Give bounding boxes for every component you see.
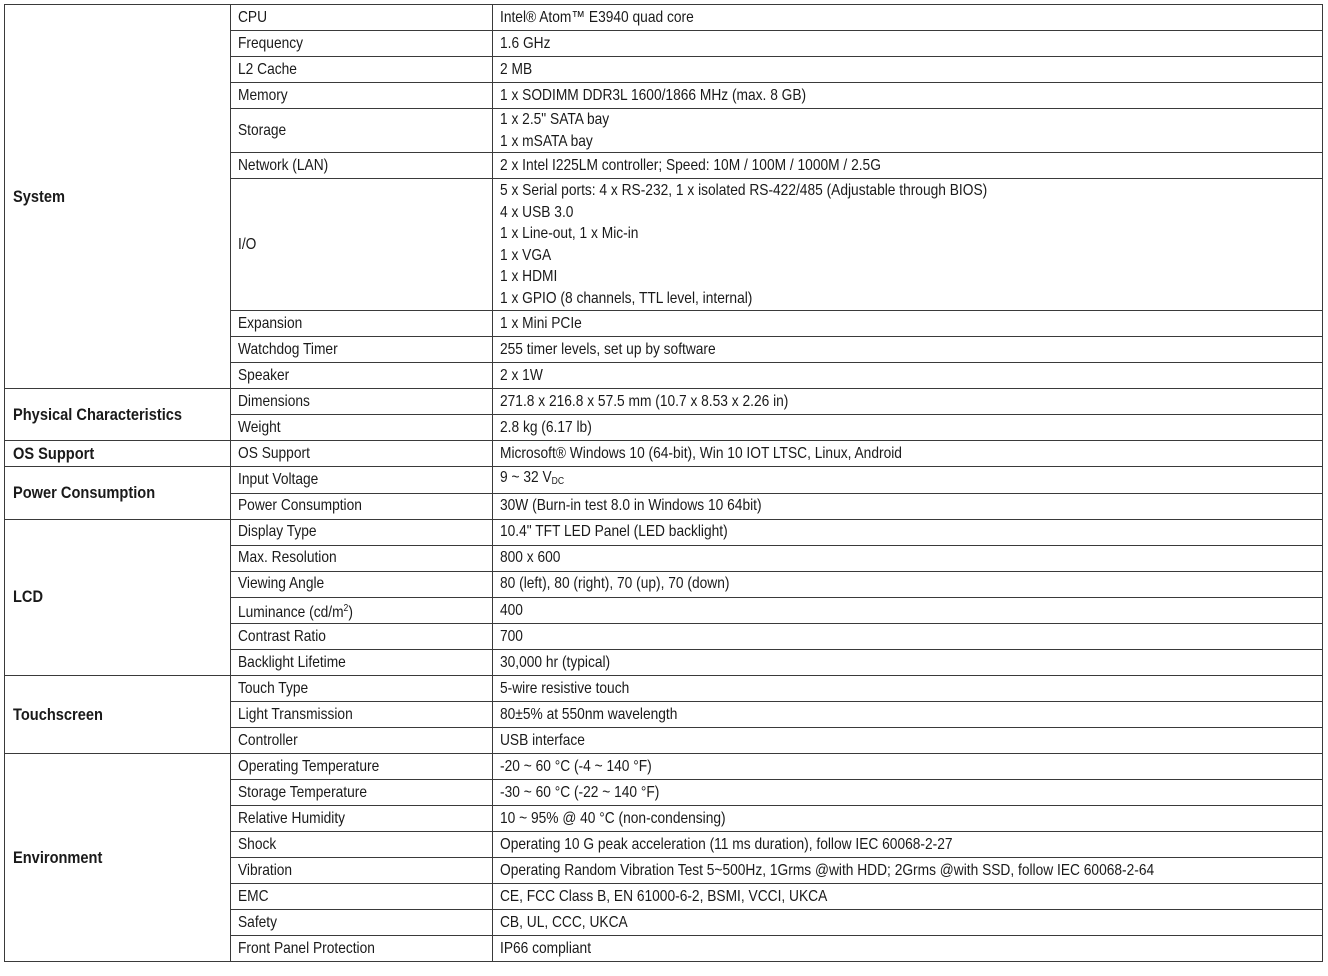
category-text: Power Consumption bbox=[13, 482, 156, 502]
cell-condense bbox=[500, 443, 1207, 465]
spec-value-line bbox=[500, 266, 1207, 288]
spec-key-text: OS Support bbox=[238, 444, 310, 462]
cell-condense bbox=[500, 547, 1207, 569]
cell-condense bbox=[238, 598, 456, 624]
spec-value-text: 1 x Mini PCIe bbox=[500, 314, 582, 332]
spec-value-line bbox=[500, 704, 1207, 726]
spec-value bbox=[493, 441, 1323, 467]
spec-value bbox=[493, 83, 1323, 109]
spec-key bbox=[231, 337, 493, 363]
spec-key-text: Watchdog Timer bbox=[238, 340, 338, 358]
spec-value-text: 1 x 2.5" SATA bay bbox=[500, 111, 610, 128]
cell-condense bbox=[238, 573, 456, 595]
spec-key-text: Luminance (cd/m bbox=[238, 603, 344, 621]
cell-condense bbox=[500, 938, 1207, 960]
spec-key-text: Storage Temperature bbox=[238, 783, 368, 801]
cell-condense bbox=[238, 443, 456, 465]
spec-key-text: CPU bbox=[238, 8, 268, 26]
cell-condense bbox=[500, 626, 1207, 648]
spec-value-text: 5-wire resistive touch bbox=[500, 679, 630, 697]
cell-condense bbox=[238, 339, 456, 361]
spec-key bbox=[231, 441, 493, 467]
category-text: Physical Characteristics bbox=[13, 404, 183, 424]
cell-condense bbox=[238, 704, 456, 726]
spec-key-text: Expansion bbox=[238, 314, 303, 332]
spec-value bbox=[493, 624, 1323, 650]
cell-condense bbox=[500, 391, 1207, 413]
cell-condense bbox=[500, 678, 1207, 700]
spec-value-text: 400 bbox=[500, 601, 523, 619]
category-text: LCD bbox=[13, 587, 44, 607]
spec-table-body bbox=[5, 5, 1323, 962]
cell-condense bbox=[500, 467, 1207, 493]
spec-key bbox=[231, 571, 493, 597]
spec-value bbox=[493, 676, 1323, 702]
spec-value bbox=[493, 884, 1323, 910]
cell-condense bbox=[500, 33, 1207, 55]
spec-value-text: 4 x USB 3.0 bbox=[500, 203, 574, 221]
spec-value-line bbox=[500, 600, 1207, 622]
spec-key-text: Viewing Angle bbox=[238, 575, 325, 593]
spec-value bbox=[493, 337, 1323, 363]
spec-value bbox=[493, 832, 1323, 858]
cell-condense bbox=[238, 547, 456, 569]
spec-key bbox=[231, 754, 493, 780]
spec-key-text: Touch Type bbox=[238, 679, 309, 697]
spec-value-line bbox=[500, 245, 1207, 267]
spec-key-text: Display Type bbox=[238, 523, 317, 541]
spec-key-text: I/O bbox=[238, 235, 257, 253]
cell-condense bbox=[500, 652, 1207, 674]
spec-key bbox=[231, 153, 493, 179]
spec-value-text: Operating Random Vibration Test 5~500Hz, 1Grms @with HDD; 2Grms @with SSD, follow IEC 60068-2-64 bbox=[500, 861, 1155, 879]
spec-key-text: Network (LAN) bbox=[238, 156, 329, 174]
spec-value-line bbox=[500, 521, 1207, 543]
spec-value bbox=[493, 858, 1323, 884]
spec-value bbox=[493, 597, 1323, 624]
spec-value-line bbox=[500, 391, 1207, 413]
spec-key bbox=[231, 493, 493, 519]
spec-value-line bbox=[500, 938, 1207, 960]
spec-key bbox=[231, 936, 493, 962]
spec-value bbox=[493, 57, 1323, 83]
spec-key bbox=[231, 780, 493, 806]
spec-value bbox=[493, 806, 1323, 832]
cell-condense bbox=[500, 912, 1207, 934]
cell-condense bbox=[238, 391, 456, 413]
spec-key bbox=[231, 389, 493, 415]
spec-value-line bbox=[500, 417, 1207, 439]
spec-key bbox=[231, 728, 493, 754]
spec-value-line bbox=[500, 180, 1207, 202]
spec-value bbox=[493, 415, 1323, 441]
spec-value-text: 1 x mSATA bay bbox=[500, 132, 593, 150]
cell-condense bbox=[238, 652, 456, 674]
spec-key bbox=[231, 650, 493, 676]
cell-condense bbox=[500, 180, 1207, 309]
spec-value-text: 1.6 GHz bbox=[500, 34, 551, 52]
cell-condense bbox=[238, 626, 456, 648]
spec-value-line bbox=[500, 808, 1207, 830]
spec-key bbox=[231, 910, 493, 936]
spec-key bbox=[231, 31, 493, 57]
spec-value-line bbox=[500, 109, 1207, 131]
spec-key-text: Shock bbox=[238, 835, 277, 853]
spec-key-text: Storage bbox=[238, 121, 287, 139]
spec-key-tail: ) bbox=[348, 603, 353, 621]
spec-key-text: Safety bbox=[238, 913, 278, 931]
spec-value bbox=[493, 650, 1323, 676]
spec-value-line bbox=[500, 223, 1207, 245]
spec-key bbox=[231, 467, 493, 494]
spec-key-text: Light Transmission bbox=[238, 705, 353, 723]
spec-value bbox=[493, 571, 1323, 597]
cell-condense bbox=[500, 521, 1207, 543]
cell-condense bbox=[500, 600, 1207, 622]
spec-value-text: 9 ~ 32 V bbox=[500, 469, 552, 486]
cell-condense bbox=[500, 365, 1207, 387]
cell-condense bbox=[238, 495, 456, 517]
spec-value-text: 10 ~ 95% @ 40 °C (non-condensing) bbox=[500, 809, 726, 827]
spec-key-text: Power Consumption bbox=[238, 497, 362, 515]
cell-condense bbox=[500, 339, 1207, 361]
cell-condense bbox=[238, 417, 456, 439]
spec-key bbox=[231, 597, 493, 624]
spec-value-line bbox=[500, 782, 1207, 804]
spec-row bbox=[5, 389, 1323, 415]
spec-value bbox=[493, 754, 1323, 780]
spec-key bbox=[231, 57, 493, 83]
cell-condense bbox=[500, 7, 1207, 29]
spec-key-text: L2 Cache bbox=[238, 60, 297, 78]
spec-key-text: Speaker bbox=[238, 366, 290, 384]
category-os-support bbox=[5, 441, 231, 467]
spec-key-text: Backlight Lifetime bbox=[238, 653, 346, 671]
cell-condense bbox=[238, 313, 456, 335]
cell-condense bbox=[500, 860, 1207, 882]
spec-value bbox=[493, 519, 1323, 545]
cell-condense bbox=[500, 886, 1207, 908]
cell-condense bbox=[238, 756, 456, 778]
spec-key bbox=[231, 624, 493, 650]
cell-condense bbox=[238, 7, 456, 29]
cell-condense bbox=[500, 85, 1207, 107]
spec-value bbox=[493, 910, 1323, 936]
spec-key-text: EMC bbox=[238, 887, 269, 905]
spec-key bbox=[231, 109, 493, 153]
spec-key bbox=[231, 5, 493, 31]
spec-value-text: 10.4" TFT LED Panel (LED backlight) bbox=[500, 523, 728, 541]
spec-key bbox=[231, 884, 493, 910]
category-touchscreen bbox=[5, 676, 231, 754]
cell-condense bbox=[500, 573, 1207, 595]
spec-value-line bbox=[500, 886, 1207, 908]
spec-key bbox=[231, 676, 493, 702]
category-text: OS Support bbox=[13, 443, 95, 463]
cell-condense bbox=[238, 886, 456, 908]
spec-key bbox=[231, 545, 493, 571]
spec-row bbox=[5, 5, 1323, 31]
spec-value-text: 2 MB bbox=[500, 60, 533, 78]
spec-key-text: Controller bbox=[238, 731, 298, 749]
spec-value-text: 1 x SODIMM DDR3L 1600/1866 MHz (max. 8 GB) bbox=[500, 86, 807, 104]
spec-value-line bbox=[500, 339, 1207, 361]
spec-value-text: IP66 compliant bbox=[500, 939, 592, 957]
spec-key bbox=[231, 311, 493, 337]
cell-condense bbox=[500, 782, 1207, 804]
cell-condense bbox=[238, 678, 456, 700]
spec-value bbox=[493, 363, 1323, 389]
spec-key bbox=[231, 363, 493, 389]
spec-row bbox=[5, 467, 1323, 494]
spec-value bbox=[493, 545, 1323, 571]
cell-condense bbox=[238, 85, 456, 107]
category-environment bbox=[5, 754, 231, 962]
spec-key bbox=[231, 179, 493, 311]
superscript: 2 bbox=[343, 602, 349, 614]
category-physical-characteristics bbox=[5, 389, 231, 441]
spec-key bbox=[231, 83, 493, 109]
spec-value-line bbox=[500, 626, 1207, 648]
spec-row bbox=[5, 676, 1323, 702]
spec-value-text: 1 x Line-out, 1 x Mic-in bbox=[500, 225, 639, 242]
spec-key-text: Weight bbox=[238, 418, 281, 436]
spec-value-text: -20 ~ 60 °C (-4 ~ 140 °F) bbox=[500, 757, 652, 775]
spec-key-text: Max. Resolution bbox=[238, 549, 337, 567]
category-system bbox=[5, 5, 231, 389]
spec-value bbox=[493, 389, 1323, 415]
spec-value-text: 80 (left), 80 (right), 70 (up), 70 (down) bbox=[500, 575, 730, 593]
spec-value-line bbox=[500, 730, 1207, 752]
spec-key bbox=[231, 806, 493, 832]
cell-condense bbox=[238, 912, 456, 934]
cell-condense bbox=[238, 120, 456, 142]
spec-value-text: Intel® Atom™ E3940 quad core bbox=[500, 8, 694, 26]
cell-condense bbox=[500, 417, 1207, 439]
cell-condense bbox=[238, 808, 456, 830]
category-text: Touchscreen bbox=[13, 704, 103, 724]
cell-condense bbox=[238, 834, 456, 856]
spec-row bbox=[5, 441, 1323, 467]
spec-value bbox=[493, 780, 1323, 806]
spec-key bbox=[231, 832, 493, 858]
spec-value-line bbox=[500, 59, 1207, 81]
spec-value-text: 1 x HDMI bbox=[500, 268, 558, 285]
spec-value-text: Microsoft® Windows 10 (64-bit), Win 10 IOT LTSC, Linux, Android bbox=[500, 444, 902, 462]
cell-condense bbox=[238, 860, 456, 882]
spec-value bbox=[493, 728, 1323, 754]
spec-key-text: Frequency bbox=[238, 34, 304, 52]
category-text: Environment bbox=[13, 847, 103, 867]
cell-condense bbox=[238, 59, 456, 81]
cell-condense bbox=[238, 365, 456, 387]
spec-value-line bbox=[500, 313, 1207, 335]
spec-row bbox=[5, 519, 1323, 545]
spec-value-line bbox=[500, 7, 1207, 29]
cell-condense bbox=[238, 33, 456, 55]
cell-condense bbox=[500, 155, 1207, 177]
spec-value bbox=[493, 153, 1323, 179]
cell-condense bbox=[238, 938, 456, 960]
category-lcd bbox=[5, 519, 231, 676]
spec-key-text: Memory bbox=[238, 86, 288, 104]
spec-value-line bbox=[500, 652, 1207, 674]
spec-value-line bbox=[500, 573, 1207, 595]
spec-value-text: 800 x 600 bbox=[500, 549, 561, 567]
cell-condense bbox=[238, 234, 456, 256]
spec-value-line bbox=[500, 443, 1207, 465]
spec-value-text: 1 x GPIO (8 channels, TTL level, internal) bbox=[500, 289, 753, 307]
cell-condense bbox=[500, 834, 1207, 856]
cell-condense bbox=[500, 704, 1207, 726]
spec-value-text: 255 timer levels, set up by software bbox=[500, 340, 716, 358]
spec-value-line bbox=[500, 288, 1207, 310]
cell-condense bbox=[500, 808, 1207, 830]
spec-value bbox=[493, 702, 1323, 728]
spec-value bbox=[493, 311, 1323, 337]
spec-row bbox=[5, 754, 1323, 780]
spec-key-text: Front Panel Protection bbox=[238, 939, 375, 957]
spec-value-line bbox=[500, 834, 1207, 856]
spec-value-line bbox=[500, 860, 1207, 882]
spec-key bbox=[231, 858, 493, 884]
spec-key bbox=[231, 415, 493, 441]
spec-value bbox=[493, 467, 1323, 494]
spec-value bbox=[493, 109, 1323, 153]
spec-value-text: 30,000 hr (typical) bbox=[500, 653, 611, 671]
spec-key-text: Vibration bbox=[238, 861, 293, 879]
cell-condense bbox=[500, 109, 1207, 152]
spec-value-line bbox=[500, 467, 1207, 493]
cell-condense bbox=[238, 469, 456, 491]
spec-value-text: 700 bbox=[500, 627, 523, 645]
cell-condense bbox=[238, 521, 456, 543]
cell-condense bbox=[500, 756, 1207, 778]
spec-value-text: 2.8 kg (6.17 lb) bbox=[500, 418, 592, 436]
spec-value-line bbox=[500, 365, 1207, 387]
spec-key bbox=[231, 519, 493, 545]
spec-key-text: Contrast Ratio bbox=[238, 627, 326, 645]
cell-condense bbox=[500, 495, 1207, 517]
spec-value-line bbox=[500, 756, 1207, 778]
subscript: DC bbox=[551, 476, 565, 487]
spec-value-line bbox=[500, 495, 1207, 517]
spec-value-line bbox=[500, 131, 1207, 153]
spec-key-text: Input Voltage bbox=[238, 471, 319, 488]
spec-value-text: 5 x Serial ports: 4 x RS-232, 1 x isolated RS-422/485 (Adjustable through BIOS) bbox=[500, 182, 988, 199]
spec-value-text: 80±5% at 550nm wavelength bbox=[500, 705, 678, 723]
spec-value-text: CE, FCC Class B, EN 61000-6-2, BSMI, VCCI, UKCA bbox=[500, 887, 828, 905]
spec-value-line bbox=[500, 912, 1207, 934]
spec-key bbox=[231, 702, 493, 728]
spec-value-line bbox=[500, 155, 1207, 177]
spec-value bbox=[493, 179, 1323, 311]
spec-value bbox=[493, 5, 1323, 31]
spec-value-text: 271.8 x 216.8 x 57.5 mm (10.7 x 8.53 x 2.26 in) bbox=[500, 392, 789, 410]
spec-value-line bbox=[500, 202, 1207, 224]
cell-condense bbox=[238, 782, 456, 804]
spec-key-text: Relative Humidity bbox=[238, 809, 346, 827]
spec-table bbox=[4, 4, 1323, 962]
spec-value-text: -30 ~ 60 °C (-22 ~ 140 °F) bbox=[500, 783, 660, 801]
category-text: System bbox=[13, 186, 66, 206]
spec-value-line bbox=[500, 33, 1207, 55]
spec-value-text: 2 x 1W bbox=[500, 366, 543, 384]
spec-value-text: CB, UL, CCC, UKCA bbox=[500, 913, 628, 931]
cell-condense bbox=[238, 155, 456, 177]
cell-condense bbox=[500, 730, 1207, 752]
spec-value-line bbox=[500, 547, 1207, 569]
spec-key-text: Operating Temperature bbox=[238, 757, 380, 775]
spec-value-text: 1 x VGA bbox=[500, 246, 552, 264]
spec-value-line bbox=[500, 85, 1207, 107]
spec-key-text: Dimensions bbox=[238, 392, 310, 410]
spec-value-text: Operating 10 G peak acceleration (11 ms duration), follow IEC 60068-2-27 bbox=[500, 835, 953, 853]
spec-value-text: USB interface bbox=[500, 731, 585, 749]
spec-value bbox=[493, 493, 1323, 519]
cell-condense bbox=[500, 313, 1207, 335]
spec-value bbox=[493, 31, 1323, 57]
cell-condense bbox=[500, 59, 1207, 81]
category-power-consumption bbox=[5, 467, 231, 520]
cell-condense bbox=[238, 730, 456, 752]
spec-value bbox=[493, 936, 1323, 962]
spec-value-text: 30W (Burn-in test 8.0 in Windows 10 64bit) bbox=[500, 497, 762, 515]
spec-value-line bbox=[500, 678, 1207, 700]
spec-value-text: 2 x Intel I225LM controller; Speed: 10M / 100M / 1000M / 2.5G bbox=[500, 156, 881, 174]
